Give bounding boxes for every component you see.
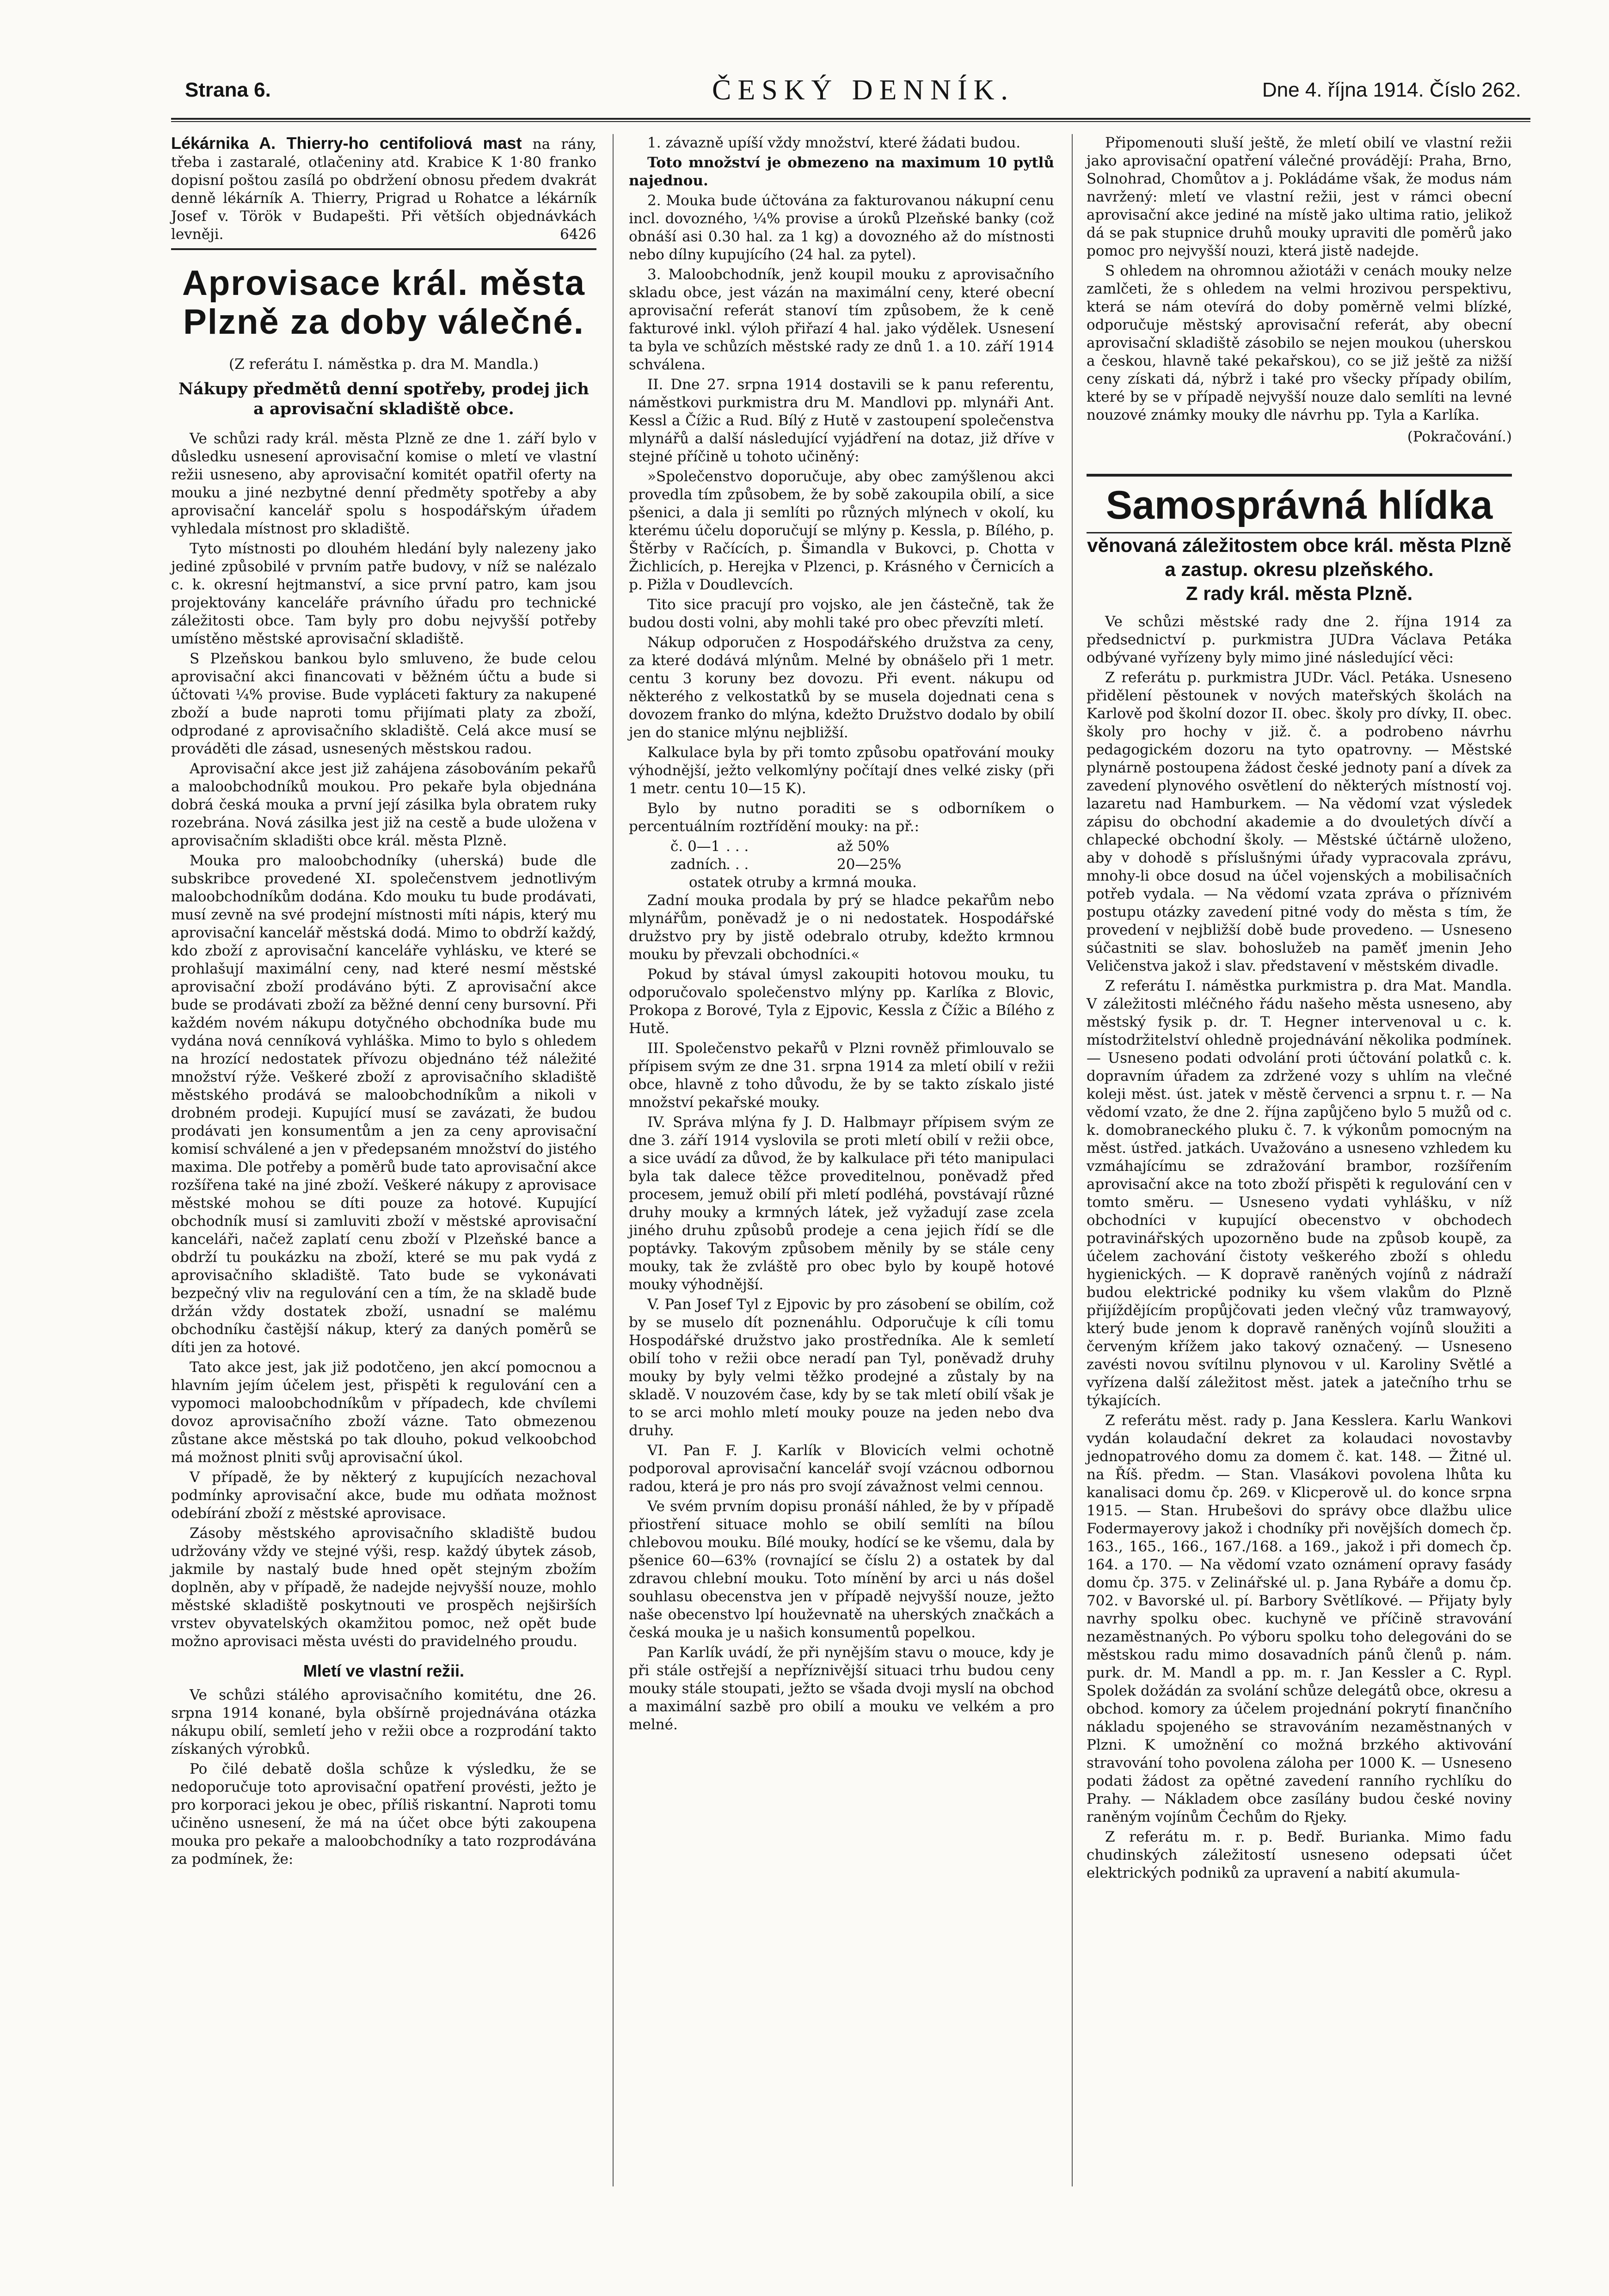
paragraph: Ve schůzi stálého aprovisačního komitétu, dne 26. srpna 1914 konané, byla obšírně projednávána otázka nákupu obilí, semletí jeho v režii obce a rozprodání takto získaných výrobků. (171, 1687, 596, 1757)
article-headline: Aprovisace král. města Plzně za doby válečné. (182, 263, 586, 342)
flour-ratio-row (629, 838, 1054, 856)
paragraph: Z referátu m. r. p. Bedř. Burianka. Mimo fadu chudinských záležitostí usneseno odepsati účet elektrických podniků za upravení a nabití akumula- (1087, 1829, 1512, 1881)
paragraph: Tyto místnosti po dlouhém hledání byly nalezeny jako jediné způsobilé v prvním patře budovy, v níž se nalézalo c. k. okresní hejtmanství, a sice první patro, kam jsou projektovány kanceláře právního úřadu pro technické záležitosti obce. Tam byly pro dobu nejvyšší potřeby umístěno městské aprovisační skladiště. (171, 540, 596, 647)
paragraph: »Společenstvo doporučuje, aby obec zamýšlenou akci provedla tím způsobem, že by sobě zakoupila obilí, a sice pšenici, a dala ji semlíti po různých mlýnech v okolí, ku kterému účelu doporučují se mlýny p. Kessla, p. Bílého, p. Štěrby v Račících, p. Šimandla v Bukovci, p. Chotta v Žichlicích, p. Herejka v Plzenci, p. Krásného v Černicích a p. Pižla v Doudlevcích. (629, 468, 1054, 593)
column-2 (629, 134, 1054, 1736)
paragraph: S Plzeňskou bankou bylo smluveno, že bude celou aprovisační akci financovati v běžném účtu a bude si účtovati ¼% provise. Bude vypláceti faktury za nakupené zboží a bude naproti tomu přijímati platy za zboží, odprodané z aprovisačního skladiště. Celá akce musí se prováděti dle zásad, usnesených městskou radou. (171, 650, 596, 757)
flour-ratio-row (629, 856, 1054, 874)
paragraph: Z referátu měst. rady p. Jana Kesslera. Karlu Wankovi vydán kolaudační dekret za kolaudaci novostavby jednopatrového domu za domem č. kat. 148. — Žitné ul. na Říš. předm. — Stan. Vlasákovi povolena lhůta ku kanalisaci domu čp. 269. v Klicperově ul. do konce srpna 1915. — Stan. Hrubešovi do správy obce dlažbu ulice Fodermayerovy jakož i chodníky při novějších domech čp. 163., 165., 166., 167./168. a 169., jakož i při domech čp. 164. a 170. — Na vědomí vzato oznámení opravy fasády domu čp. 375. v Zelinářské ul. p. Jana Rybáře a domu čp. 702. v Bavorské ul. pí. Barbory Světlíkové. — Přijaty byly navrhy spolku obec. kuchyně ve příčině stravování nezaměstnaných. Po výboru spolku toho delegováni do se městskou radu mimo dosavadních pánů členů p. nám. purk. dr. M. Mandl a pp. m. r. Jan Kessler a C. Rypl. Spolek dožádán za svolání schůze delegátů obce, okresu a obchod. komory za účelem projednání pokrytí finančního nákladu spojeného se stravováním nezaměstnaných v Plzni. K umožnění co možná brzkého aktivování stravování toho povolena záloha per 1000 K. — Usneseno podati žádost za opětné zavedení ranního rychlíku do Prahy. — Nákladem obce zasílány budou české noviny raněným vojínům Čechům do Rjeky. (1087, 1412, 1512, 1825)
paragraph: V případě, že by některý z kupujících nezachoval podmínky aprovisační akce, bude mu odňata možnost odebírání zboží z městské aprovisace. (171, 1469, 596, 1522)
ad-number: 6426 (560, 226, 596, 243)
paragraph: V. Pan Josef Tyl z Ejpovic by pro zásobení se obilím, což by se muselo dít poznenáhlu. Odporučuje k cíli tomu Hospodářské družstvo jako prostředníka. Ale k semletí obilí toho v režii obce neradí pan Tyl, poněvadž druhy mouky by byly velmi těžko prodejné a zůstaly by na skladě. V nouzovém čase, kdy by se tak mletí obilí však je to se arci mohlo mletí mouky pouze na jeden nebo dva druhy. (629, 1296, 1054, 1439)
masthead (171, 69, 1530, 125)
paragraph: II. Dne 27. srpna 1914 dostavili se k panu referentu, náměstkovi purkmistra dru M. Mandlovi pp. mlynáři Ant. Kessl a Čížic a Rud. Bílý z Hutě v zastoupení společenstva mlynářů a další následující vyjádření na dotaz, již dříve v stejné příčině u tohoto učiněný: (629, 376, 1054, 465)
ad-body: na rány, třeba i zastaralé, otlačeniny atd. Krabice K 1·80 franko dopisní poštou zasílá po obdržení obnosu předem dvakrát denně lékárník A. Thierry, Prigrad u Rohatce a lékárník Josef v. Török v Budapešti. Při větších objednávkách levněji. (171, 136, 596, 243)
issue-date: Dne 4. října 1914. Číslo 262. (1262, 79, 1521, 101)
paragraph: Aprovisační akce jest již zahájena zásobováním pekařů a maloobchodníků moukou. Pro pekaře byla objednána dobrá česká mouka a první její zásilka byla obratem ruky rozebrána. Nová zásilka jest již na cestě a bude uložena v aprovisačním skladišti obce král. města Plzně. (171, 760, 596, 849)
masthead-rule-thin (171, 121, 1530, 122)
paragraph: Tato akce jest, jak již podotčeno, jen akcí pomocnou a hlavním jejím účelem jest, přispěti k regulování cen a vypomoci maloobchodníkům v případech, kde chvílemi dovoz aprovisačního zboží vázne. Tato obmezenou zůstane akce městská po tak dlouho, pokud velkoobchod má možnost plniti svůj aprovisační úkol. (171, 1359, 596, 1466)
ratio-grade: zadních (670, 856, 727, 873)
paragraph: Ve schůzi rady král. města Plzně ze dne 1. září bylo v důsledku usnesení aprovisační komise o mletí ve vlastní režii usneseno, aby aprovisační komitét opatřil oferty na mouku a jiné nezbytné denní předměty spotřeby a aby aprovisační kancelář spolu s hospodářským úřadem vyhledala místnost pro skladiště. (171, 430, 596, 537)
column-3 (1087, 134, 1512, 1884)
paragraph: Z referátu p. purkmistra JUDr. Václ. Petáka. Usneseno přidělení pěstounek v nových mateřských školách na Karlově pod školní dozor II. obec. školy pro dívky, II. obec. školy pro hochy v již. č. a podrobeno návrhu pedagogickém dozoru na tyto opatrovny. — Městské plynárně postoupena žádost české jednoty paní a dívek za zavedení plynového osvětlení do některých místností voj. lazaretu nad Hamburkem. — Na vědomí vzat výsledek zápisu do obchodní akademie a do dvouletých dívčí a chlapecké obchodní školy. — Městské účtárně uloženo, aby v dohodě s příslušnými úřady vypracovala zprávu, mnohy-li obce dosud na účel vojenských a mobilisačních potřeb vydala. — Na vědomí vzata zpráva o příznivém postupu otázky zavedení pitné vody do města s tím, že provedení v nejbližší době bude provedeno. — Usneseno súčastniti se slav. bohoslužeb na paměť jmenin Jeho Veličenstva jakož i slav. představení v městském divadle. (1087, 669, 1512, 974)
ratio-value: 20—25% (837, 856, 902, 873)
paragraph: Bylo by nutno poraditi se s odborníkem o percentuálním roztřídění mouky: na př.: (629, 800, 1054, 835)
paragraph: III. Společenstvo pekařů v Plzni rovněž přimlouvalo se přípisem svým ze dne 31. srpna 1914 za mletí obilí v režii obce, hlavně z toho důvodu, že by se takto získalo jisté množství pekařské mouky. (629, 1040, 1054, 1111)
paragraph: Z referátu I. náměstka purkmistra p. dra Mat. Mandla. V záležitosti mléčného řádu našeho města usneseno, aby městský fysik p. dr. T. Hegner intervenoval u c. k. místodržitelství ohledně projednávání několika podmínek. — Usneseno podati odvolání proti účtování polatků c. k. dopravním úřadem za zdržené vozy s uhlím na vlečné koleji měst. úst. jatek v městě červenci a srpnu t. r. — Na vědomí vzato, že dne 2. října zapůjčeno bylo 5 mužů od c. k. domobraneckého pluku č. 7. k výkonům pomocným na měst. ústřed. jatkách. Uvažováno a usneseno vzhledem ku vzmáhajícímu se zdražování brambor, rozšířením aprovisační akce na toto zboží přispěti k regulování cen v tomto směru. — Usneseno vydati vyhlášku, v níž obchodníci v kupující obecenstvo v obchodech potravinářských upozorněno bude na způsob koupě, za účelem zachování čistoty veškerého zboží s ohledu hygienických. — K dopravě raněných vojínů z nádraží budou elektrické podniky ku všem vlakům do Plzně přijíždějícím propůjčovati jeden vlečný vůz tramwayový, který bude jenom k dopravě raněných vojínů sloužiti a červeným křížem jako takový označený. — Usneseno zavésti novou svítilnu plynovou v ul. Karoliny Světlé a vyřízena další záležitost měst. jatek a jatečního trhu se týkajících. (1087, 978, 1512, 1409)
paragraph: 2. Mouka bude účtována za fakturovanou nákupní cenu incl. dovozného, ¼% provise a úroků Plzeňské banky (což obnáší asi 0.30 hal. za 1 kg) a dovozného až do místnosti nebo dílny kupujícího (24 hal. za pytel). (629, 192, 1054, 263)
samospravna-section (1087, 474, 1512, 533)
page-number: Strana 6. (185, 79, 271, 101)
paragraph: Zásoby městského aprovisačního skladiště budou udržovány vždy ve stejné výši, resp. každý úbytek zásob, jakmile by nastalý bude hned opět stejným zbožím doplněn, aby v případě, že nadejde nejvyšší nouze, mohlo městské skladiště poskytnouti ve prospěch nejširších vrstev obyvatelských okamžitou pomoc, než opět bude možno aprovisaci města uvésti do pravidelného proudu. (171, 1525, 596, 1650)
ratio-value: až 50% (837, 838, 890, 855)
section-subheading: Z rady král. města Plzně. (1185, 582, 1413, 604)
section-heading: Mletí ve vlastní režii. (303, 1661, 465, 1680)
paragraph: Mouka pro maloobchodníky (uherská) bude dle subskribce provedené XI. společenstvem jednotlivým maloobchodníkům dodána. Kdo mouku tu bude prodávati, musí zevně na své prodejní místnosti míti nápis, který mu aprovisační kancelář městská dodá. Mimo to obdrží každý, kdo zboží z aprovisační kanceláře vyhlásku, ve které se prohlašují maximální ceny, nad které nesmí městské aprovisační zboží prodáváno býti. Z aprovisační akce bude se prodávati zboží za běžné denní ceny bursovní. Při každém novém nákupu dotyčného obchodníka bude mu vydána nová cenníková vyhláška. Mimo to bylo s ohledem na hrozící nedostatek přívozu objednáno též náležité množství rýže. Veškeré zboží z aprovisačního skladiště městského prodává se maloobchodníkům a nikoli v drobném prodeji. Kupující musí se zavázati, že budou prodávati jen konsumentům a jen za ceny aprovisační komisí schválené a jen v předepsaném množství do jistého maxima. Dle potřeby a poměrů bude tato aprovisační akce rozšířena také na jiné zboží. Veškeré nákupy z aprovisace městské mohou se díti pouze za hotové. Kupující obchodník musí si zamluviti zboží v městské aprovisační kanceláři, načež zaplatí cenu zboží v Plzeňské bance a obdrží tu poukázku na zboží, které se mu pak vydá z aprovisačního skladiště. Tato bude se vykonávati bezpečný vliv na regulování cen a tím, že na skladě bude držán vždy dostatek zboží, usnadní se malému obchodníku častější nákup, který za daných poměrů se díti jen za hotové. (171, 852, 596, 1356)
paragraph: Po čilé debatě došla schůze k výsledku, že se nedoporučuje toto aprovisační opatření provésti, ježto je pro korporaci jekou je obec, příliš riskantní. Naproti tomu učiněno usnesení, že má na účet obce býti zakoupena mouka pro pekaře a maloobchodníky a tato rozprodávána za podmínek, že: (171, 1761, 596, 1867)
section-title: Samosprávná hlídka (1105, 483, 1493, 527)
column-1 (171, 134, 596, 1870)
ad-headline: Lékárnika A. Thierry-ho centifoliová mast (171, 134, 522, 153)
paragraph: IV. Správa mlýna fy J. D. Halbmayr přípisem svým ze dne 3. září 1914 vyslovila se proti mletí obilí v režii obce, a sice uvádí za důvod, že by kalkulace při této manipulaci byla tak dalece těžce proveditelnou, poněvadž před procesem, jemuž obilí při mletí podléhá, povstávají různé druhy mouky a krmných látek, jež vyžadují zase zcela jiného druhu způsobů prodeje a cena jejich řídí se dle poptávky. Takovým způsobem měnily by se stále ceny mouky, tak že zvláště pro obec bylo by koupě hotové mouky výhodnější. (629, 1114, 1054, 1293)
advertisement (171, 134, 596, 250)
paragraph: Pokud by stával úmysl zakoupiti hotovou mouku, tu odporučovalo společenstvo mlýny pp. Karlíka z Blovic, Prokopa z Borové, Tyla z Ejpovic, Kessla z Čížic a Bílého z Hutě. (629, 966, 1054, 1037)
paragraph: 3. Maloobchodník, jenž koupil mouku z aprovisačního skladu obce, jest vázán na maximální ceny, které obecní aprovisační referát stanoví tím způsobem, že k ceně fakturové inkl. výloh přiřazí 4 hal. jako výdělek. Usnesení ta byla ve schůzích městské rady ze dnů 1. a 10. září 1914 schválena. (629, 266, 1054, 373)
paragraph: S ohledem na ohromnou ažiotáži v cenách mouky nelze zamlčeti, že s ohledem na velmi hrozivou perspektivu, která se nám otevírá do doby poměrně velmi blízké, odporučuje městský aprovisační referát, aby obecní aprovisační skladiště zásobilo se nejen moukou (uherskou a českou, hlavně také pekařskou), co se již ještě za nižší ceny získati dá, nýbrž i také pro všecky případy obilím, které by se v případě nejvyšší nouze dalo semlíti na levné nouzové známky mouky dle návrhu pp. Tyla a Karlíka. (1087, 263, 1512, 423)
paragraph: Nákup odporučen z Hospodářského družstva za ceny, za které dodává mlýnům. Melné by obnášelo při 1 metr. centu 3 koruny bez dovozu. Při event. nákupu od některého z velkostatků by se musela dojednati cena s dovozem franko do mlýna, kdežto Družstvo dodalo by obilí jen do stanice mlýnu nejbližší. (629, 634, 1054, 741)
newspaper-title: ČESKÝ DENNÍK. (712, 74, 1014, 106)
continuation-note: (Pokračování.) (1407, 429, 1512, 445)
masthead-rule (171, 118, 1530, 120)
paragraph: 1. závazně upíší vždy množství, které žádati budou. (647, 135, 1021, 151)
ratio-grade: č. 0—1 (670, 838, 720, 855)
article-source: (Z referátu I. náměstka p. dra M. Mandla.) (228, 356, 539, 373)
paragraph: Kalkulace byla by při tomto způsobu opatřování mouky výhodnější, ježto velkomlýny počítají dnes velké zisky (při 1 metr. centu 10—15 K). (629, 744, 1054, 797)
paragraph: Ve svém prvním dopisu pronáší náhled, že by v případě přiostření situace mohlo se obilí semlíti na bílou chlebovou mouku. Bílé mouky, hodící se ke všemu, dala by pšenice 60—63% (rovnající se číslu 2) a ostatek by dal zdravou chlební mouku. Toto mínění by arci u nás došel souhlasu obecenstva jen v případě nejvyšší nouze, ježto naše obecenstvo lpí houževnatě na uherských značkách a česká mouka je u našich konsumentů popelkou. (629, 1498, 1054, 1641)
flour-ratio-row (629, 874, 1054, 892)
column-divider (1072, 134, 1073, 2186)
paragraph: VI. Pan F. J. Karlík v Blovicích velmi ochotně podporoval aprovisační kancelář svojí vzácnou odbornou radou, která je pro nás pro svojí závažnost velmi cennou. (629, 1442, 1054, 1495)
ratio-dots: . . . (726, 838, 749, 855)
column-divider (613, 134, 614, 2186)
paragraph: Zadní mouka prodala by prý se hladce pekařům nebo mlynářům, poněvadž je o ni nedostatek. Hospodářské družstvo pry by jistě odebralo otruby, kdežto krmnou mouku by převzali obchodníci.« (629, 892, 1054, 963)
newspaper-page (171, 69, 1530, 2214)
ratio-dots: . . . (726, 856, 749, 873)
paragraph: Ve schůzi městské rady dne 2. října 1914 za předsednictví p. purkmistra JUDra Václava Petáka odbývané vyřízeny byly mimo jiné následující věci: (1087, 613, 1512, 666)
paragraph: Tito sice pracují pro vojsko, ale jen částečně, tak že budou dosti volni, aby mohli také pro obec převzíti mletí. (629, 596, 1054, 631)
paragraph: Připomenouti sluší ještě, že mletí obilí ve vlastní režii jako aprovisační opatření válečné provádějí: Praha, Brno, Solnohrad, Chomůtov a j. Pokládáme však, že modus nám navržený: mletí ve vlastní režii, jest v rámci obecní aprovisační akce jediné na místě jako ultima ratio, jelikož dá se pak stupnice druhů mouky upraviti dle poměrů jako pomoc pro nejvyšší nouzi, která jistě nadejde. (1087, 135, 1512, 259)
article-subhead: Nákupy předmětů denní spotřeby, prodej jich a aprovisační skladiště obce. (178, 380, 590, 418)
paragraph: Pan Karlík uvádí, že při nynějším stavu o mouce, kdy je při stále ostřejší a nepříznivější situaci trhu budou ceny mouky stále stoupati, ježto se všada dvoji myslí na obchod a maximální sazbě pro obilí a mouku ve velkém a pro melné. (629, 1644, 1054, 1733)
ratio-grade: ostatek otruby a krmná mouka. (689, 874, 917, 891)
section-subtitle: věnovaná záležitostem obce král. města Plzně a zastup. okresu plzeňského. (1087, 534, 1511, 580)
paragraph: Toto množství je obmezeno na maximum 10 pytlů najednou. (629, 154, 1054, 189)
